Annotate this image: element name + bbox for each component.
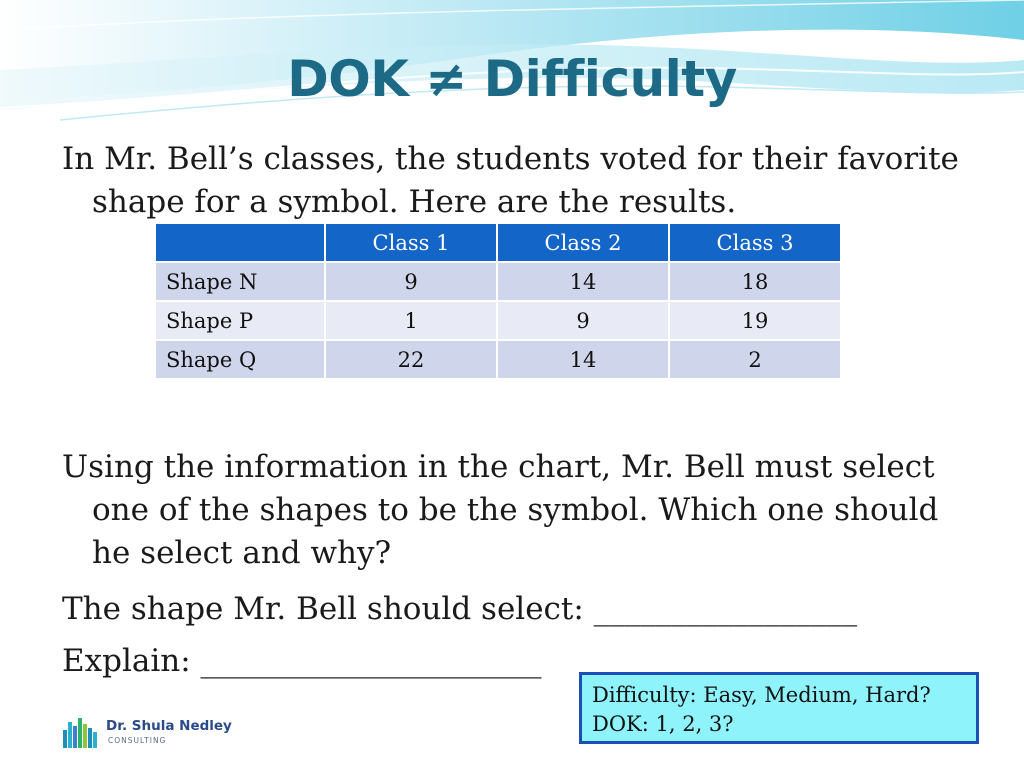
results-table <box>154 222 842 380</box>
table-cell: 9 <box>325 262 497 301</box>
table-row <box>155 301 841 340</box>
consulting-logo <box>62 714 272 750</box>
table-cell: 14 <box>497 262 669 301</box>
question-paragraph <box>62 446 982 575</box>
table-row <box>155 340 841 379</box>
table-header-class-1: Class 1 <box>325 223 497 262</box>
slide-title: DOK ≠ Difficulty <box>287 50 737 108</box>
row-label: Shape Q <box>155 340 325 379</box>
question-line-1: Using the information in the chart, Mr. Bell must select <box>62 449 935 485</box>
table-cell: 14 <box>497 340 669 379</box>
row-label: Shape P <box>155 301 325 340</box>
table-header-class-2: Class 2 <box>497 223 669 262</box>
row-label: Shape N <box>155 262 325 301</box>
table-header-row <box>155 223 841 262</box>
logo-name: Dr. Shula Nedley <box>106 718 232 734</box>
intro-line-1: In Mr. Bell’s classes, the students voted for their favorite <box>62 141 959 177</box>
table-cell: 18 <box>669 262 841 301</box>
question-line-2: one of the shapes to be the symbol. Which one should <box>92 492 939 528</box>
difficulty-callout <box>579 672 979 744</box>
table-cell: 9 <box>497 301 669 340</box>
table-header-class-3: Class 3 <box>669 223 841 262</box>
table-cell: 22 <box>325 340 497 379</box>
intro-paragraph <box>62 138 982 224</box>
intro-line-2: shape for a symbol. Here are the results. <box>92 184 737 220</box>
callout-dok-line: DOK: 1, 2, 3? <box>592 712 734 736</box>
select-prompt: The shape Mr. Bell should select: _________________ <box>62 591 858 627</box>
table-row <box>155 262 841 301</box>
table-header-corner <box>155 223 325 262</box>
table-cell: 19 <box>669 301 841 340</box>
callout-difficulty-line: Difficulty: Easy, Medium, Hard? <box>592 683 931 707</box>
bar-chart-logo-icon <box>62 716 102 748</box>
explain-prompt: Explain: ______________________ <box>62 643 542 679</box>
table-cell: 1 <box>325 301 497 340</box>
logo-subtitle: CONSULTING <box>108 736 167 745</box>
question-line-3: he select and why? <box>92 535 392 571</box>
table-cell: 2 <box>669 340 841 379</box>
